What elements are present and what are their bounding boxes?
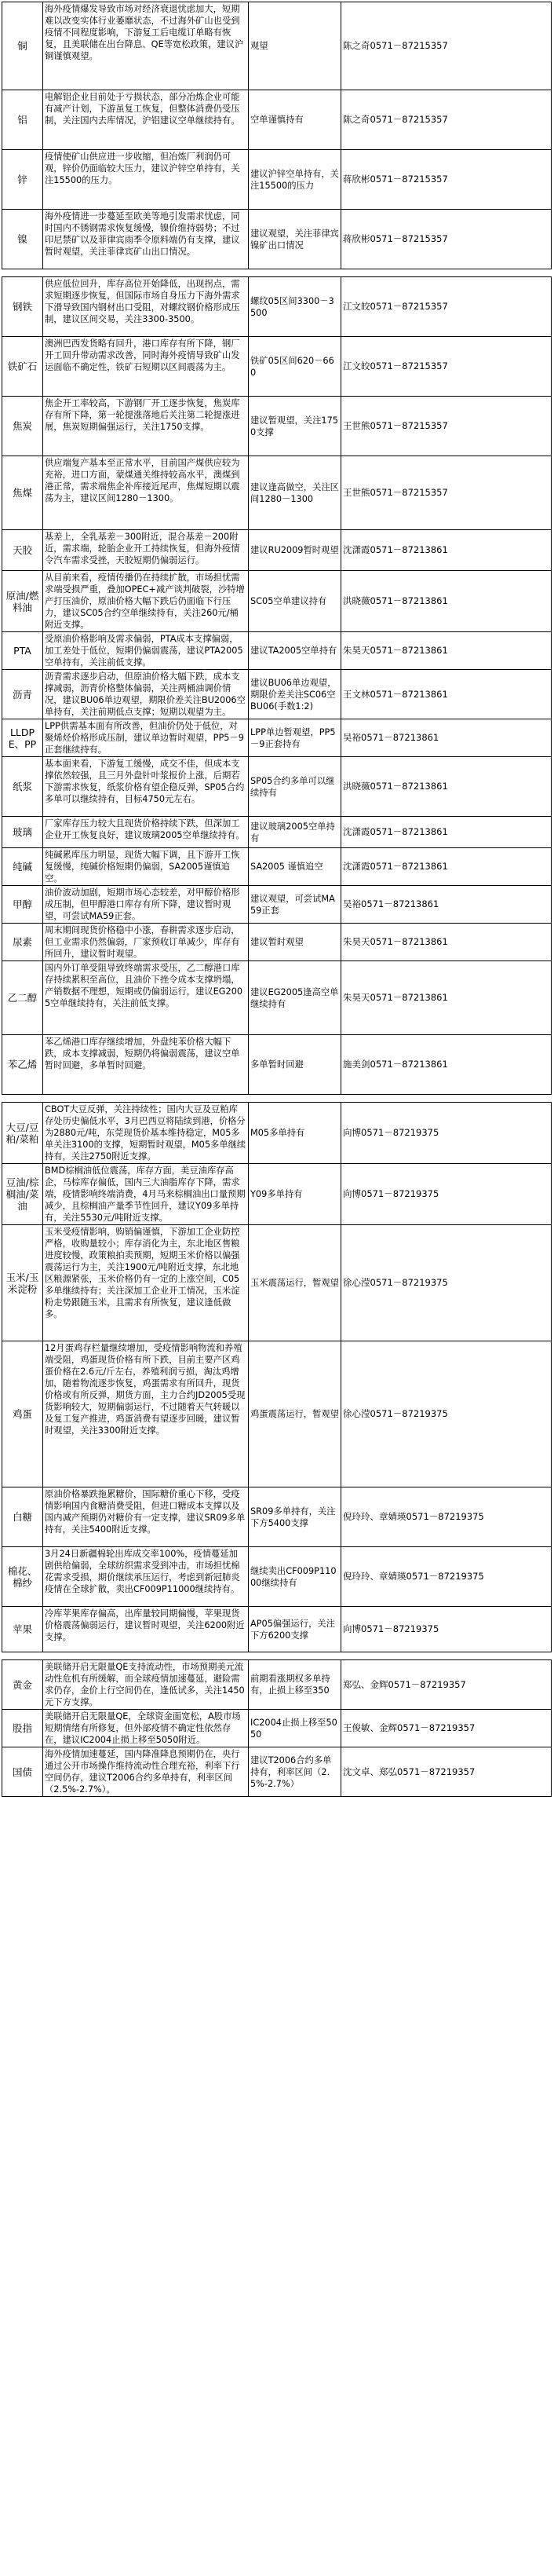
trade-suggestion: 铁矿05区间620－660 xyxy=(249,337,341,397)
strategy-table-body xyxy=(2,2,552,1797)
analyst-contact: 朱昊天0571－87213861 xyxy=(341,924,552,961)
commodity-name: 黄金 xyxy=(2,1660,43,1710)
table-row xyxy=(2,961,552,1035)
market-analysis: 美联储开启无限量QE，全球资金面宽松，A股市场短期情绪有所修复，但外部疫情不确定性依然存在，建议IC2004止损上移至5050附近。 xyxy=(43,1710,249,1747)
trade-suggestion: IC2004止损上移至5050 xyxy=(249,1710,341,1747)
analyst-contact: 沈潇霞0571－87213861 xyxy=(341,817,552,848)
trade-suggestion: 建议观望，可尝试MA59正套 xyxy=(249,886,341,924)
table-row xyxy=(2,1607,552,1652)
trade-suggestion: 螺纹05区间3300－3500 xyxy=(249,277,341,337)
commodity-name: 苹果 xyxy=(2,1607,43,1652)
analyst-contact: 洪晓薇0571－87213861 xyxy=(341,571,552,632)
analyst-contact: 江文皎0571－87215357 xyxy=(341,277,552,337)
analyst-contact: 徐心滢0571－87219375 xyxy=(341,1225,552,1341)
table-row xyxy=(2,1164,552,1225)
analyst-contact: 沈文卓、郑弘0571－87219357 xyxy=(341,1747,552,1797)
section-gap-cell xyxy=(2,1652,552,1660)
market-analysis: 冷库苹果库存偏高，出库量较同期偏慢，苹果现货价格震荡偏弱运行，建议暂时观望，关注6200附近支撑。 xyxy=(43,1607,249,1652)
trade-suggestion: SC05空单建议持有 xyxy=(249,571,341,632)
trade-suggestion: 观望 xyxy=(249,2,341,90)
trade-suggestion: 继续卖出CF009P11000继续持有 xyxy=(249,1547,341,1607)
trade-suggestion: SA2005 谨慎追空 xyxy=(249,848,341,886)
commodity-name: 锌 xyxy=(2,150,43,210)
analyst-contact: 倪玲玲、章婧瑛0571－87219375 xyxy=(341,1547,552,1607)
commodity-name: PTA xyxy=(2,632,43,670)
market-analysis: 海外疫情加速蔓延，国内降准降息预期仍在，央行通过公开市场操作维持流动性合理充裕，利率下行空间仍存，建议T2006合约多单持有，利率区间（2.5%-2.7%）。 xyxy=(43,1747,249,1797)
table-row xyxy=(2,1225,552,1341)
trade-suggestion: 玉米震荡运行，暂观望 xyxy=(249,1225,341,1341)
commodity-name: 钢铁 xyxy=(2,277,43,337)
table-row xyxy=(2,1103,552,1164)
market-analysis: 受原油价格影响及需求偏弱，PTA成本支撑偏弱，加工差处于低位，短期仍偏弱震荡，建议PTA2005空单持有，关注前低支撑。 xyxy=(43,632,249,670)
market-analysis: 焦企开工率较高，下游钢厂开工逐步恢复，焦炭库存有所下降，第一轮提涨落地后关注第二轮提涨进展，焦炭短期偏强运行，关注1750支撑。 xyxy=(43,397,249,456)
market-analysis: 原油价格暴跌拖累糖价，国际糖价重心下移，受疫情影响国内食糖消费受阻，但进口糖成本支撑以及国内减产预期仍对糖价有一定支撑，建议SR09多单持有，关注5400附近支撑。 xyxy=(43,1487,249,1547)
commodity-name: LLDPE、PP xyxy=(2,719,43,757)
commodity-name: 棉花、棉纱 xyxy=(2,1547,43,1607)
market-analysis: 疫情使矿山供应进一步收缩，但冶炼厂利润仍可观，锌价仍面临较大压力，建议沪锌空单持有，关注15500的压力。 xyxy=(43,150,249,210)
table-row xyxy=(2,1487,552,1547)
table-row xyxy=(2,277,552,337)
commodity-name: 鸡蛋 xyxy=(2,1341,43,1487)
analyst-contact: 郑弘、金辉0571－87219357 xyxy=(341,1660,552,1710)
section-gap-cell xyxy=(2,1095,552,1103)
commodity-name: 苯乙烯 xyxy=(2,1035,43,1095)
market-analysis: 12月蛋鸡存栏量继续增加，受疫情影响物流和养殖端受阻，鸡蛋现货价格有所下跌，目前主要产区鸡蛋价格在2.6元/斤左右，养殖利润亏损，淘汰鸡增加，随着物流逐步恢复，鸡蛋需求有所回升，现货价格或有所反弹，期货方面，主力合约JD2005受现货影响较大，短期偏弱运行，不过随着天气转暖以及复工复产推进，鸡蛋消费有望逐步回暖，建议暂时观望，关注3300附近支撑。 xyxy=(43,1341,249,1487)
analyst-contact: 王世熊0571－87215357 xyxy=(341,456,552,530)
analyst-contact: 沈潇霞0571－87213861 xyxy=(341,530,552,571)
trade-suggestion: 建议BU06单边观望，期限价差关注SC06空BU06(手数1:2) xyxy=(249,670,341,719)
commodity-name: 大豆/豆粕/菜粕 xyxy=(2,1103,43,1164)
market-analysis: 纯碱累库压力明显，现货大幅下调，且下游开工恢复缓慢，纯碱价格短期仍偏弱，SA2005谨慎追空。 xyxy=(43,848,249,886)
trade-suggestion: LPP单边暂观望，PP5－9正套持有 xyxy=(249,719,341,757)
table-row xyxy=(2,1341,552,1487)
analyst-contact: 王世熊0571－87215357 xyxy=(341,397,552,456)
market-analysis: 玉米受疫情影响，购销偏谨慎，下游加工企业防控严格，收购量较小；库存消化为主，东北地区售粮进度较慢，政策粮拍卖预期，短期玉米价格以偏强震荡运行为主，关注1900元/吨附近支撑，东北地区粮源紧张，玉米价格仍有一定的上涨空间，C05多单继续持有；关注深加工企业开工情况，玉米淀粉走势跟随玉米，且需求有所恢复，建议逢低做多。 xyxy=(43,1225,249,1341)
market-analysis: CBOT大豆反弹，关注持续性；国内大豆及豆粕库存处历史偏低水平，3月巴西豆将陆续到港，价格分为2880元/吨，东莞现货价基本维持稳定，M05多单关注3100的支撑，短期暂时观望，M05多单继续持有，关注2750附近支撑。 xyxy=(43,1103,249,1164)
trade-suggestion: AP05偏强运行，关注下方6200支撑 xyxy=(249,1607,341,1652)
table-row xyxy=(2,1547,552,1607)
strategy-sheet xyxy=(2,2,551,1797)
commodity-name: 纸浆 xyxy=(2,757,43,817)
commodity-name: 玻璃 xyxy=(2,817,43,848)
trade-suggestion: 多单暂时回避 xyxy=(249,1035,341,1095)
trade-suggestion: 建议暂观望，关注1750支撑 xyxy=(249,397,341,456)
section-gap xyxy=(2,1095,552,1103)
table-row xyxy=(2,2,552,90)
commodity-name: 国债 xyxy=(2,1747,43,1797)
trade-suggestion: 建议暂时观望 xyxy=(249,924,341,961)
analyst-contact: 向博0571－87219375 xyxy=(341,1164,552,1225)
trade-suggestion: 前期看涨期权多单持有，止损上移至350 xyxy=(249,1660,341,1710)
market-analysis: LPP供需基本面有所改善，但油价仍处于低位，对聚烯烃价格形成压制，建议单边暂时观望，PP5－9正套继续持有。 xyxy=(43,719,249,757)
analyst-contact: 吴裕0571－87213861 xyxy=(341,886,552,924)
section-gap xyxy=(2,1652,552,1660)
market-analysis: 从目前来看，疫情传播仍在持续扩散，市场担忧需求端受损严重，叠加OPEC+减产谈判破裂，沙特增产打压油价，原油价格大幅下跌后仍面临下行压力，建议SC05合约空单继续持有，关注260元/桶附近支撑。 xyxy=(43,571,249,632)
analyst-contact: 向博0571－87219375 xyxy=(341,1103,552,1164)
market-analysis: 油价波动加剧，短期市场心态较差，对甲醇价格形成压制，但甲醇港口库存有所下降，建议暂时观望，可尝试MA59正套。 xyxy=(43,886,249,924)
market-analysis: 供应端复产基本至正常水平，目前国产煤供应较为充裕，进口方面，蒙煤通关维持较高水平，澳煤到港正常，需求端焦企补库接近尾声，焦煤短期以震荡为主，建议区间1280－1300。 xyxy=(43,456,249,530)
trade-suggestion: 建议RU2009暂时观望 xyxy=(249,530,341,571)
table-row xyxy=(2,757,552,817)
market-analysis: 苯乙烯港口库存继续增加，外盘纯苯价格大幅下跌，成本支撑减弱，短期仍将偏弱震荡，建议空单暂时回避，多单暂时回避。 xyxy=(43,1035,249,1095)
table-row xyxy=(2,886,552,924)
trade-suggestion: Y09多单持有 xyxy=(249,1164,341,1225)
commodity-name: 焦煤 xyxy=(2,456,43,530)
table-row xyxy=(2,1710,552,1747)
table-row xyxy=(2,848,552,886)
market-analysis: 沥青需求逐步启动，但原油价格大幅下跌，成本支撑减弱，沥青价格整体偏弱，关注两桶油调价情况，建议BU06单边观望，期限价差关注BU2006空单持有，关注前期低点支撑；短期以观望为主。 xyxy=(43,670,249,719)
analyst-contact: 王文林0571－87213861 xyxy=(341,670,552,719)
commodity-name: 原油/燃料油 xyxy=(2,571,43,632)
market-analysis: 基差上，全乳基差－300附近，混合基差－200附近，需求端，轮胎企业开工持续恢复，但海外疫情令汽车需求受挫，天胶短期仍偏弱运行。 xyxy=(43,530,249,571)
table-row xyxy=(2,924,552,961)
analyst-contact: 施美剑0571－87213861 xyxy=(341,1035,552,1095)
trade-suggestion: 建议玻璃2005空单持有 xyxy=(249,817,341,848)
table-row xyxy=(2,1747,552,1797)
commodity-name: 镍 xyxy=(2,210,43,269)
commodity-name: 沥青 xyxy=(2,670,43,719)
strategy-table xyxy=(2,2,552,1797)
market-analysis: 澳洲巴西发货略有回升，港口库存有所下降，钢厂开工回升带动需求改善，同时海外疫情导致矿山发运面临不确定性，铁矿石短期以区间震荡为主。 xyxy=(43,337,249,397)
table-row xyxy=(2,397,552,456)
trade-suggestion: 建议逢高做空，关注区间1280－1300 xyxy=(249,456,341,530)
trade-suggestion: SR09多单持有，关注下方5400支撑 xyxy=(249,1487,341,1547)
market-analysis: 美联储开启无限量QE支持流动性，市场预期美元流动性危机有所缓解，而全球疫情加速蔓延，避险需求仍存，金价上行空间仍在，逢低试多，关注1450元下方支撑。 xyxy=(43,1660,249,1710)
market-analysis: 海外疫情进一步蔓延至欧美等地引发需求忧虑，同时国内不锈钢需求恢复缓慢，镍价维持弱势；不过印尼禁矿以及菲律宾雨季令原料端仍有支撑，建议暂时观望，关注菲律宾矿山出口情况。 xyxy=(43,210,249,269)
trade-suggestion: 建议TA2005空单持有 xyxy=(249,632,341,670)
trade-suggestion: 空单谨慎持有 xyxy=(249,90,341,150)
table-row xyxy=(2,719,552,757)
market-analysis: 国内外订单受阻导致终端需求受压，乙二醇港口库存持续累积至高位，且油价下挫令成本支撑坍塌，产销数据不理想，短期或仍偏弱运行，建议EG2005空单继续持有，关注前低支撑。 xyxy=(43,961,249,1035)
commodity-name: 焦炭 xyxy=(2,397,43,456)
table-row xyxy=(2,337,552,397)
trade-suggestion: 建议沪锌空单持有，关注15500的压力 xyxy=(249,150,341,210)
table-row xyxy=(2,1660,552,1710)
commodity-name: 天胶 xyxy=(2,530,43,571)
analyst-contact: 江文皎0571－87215357 xyxy=(341,337,552,397)
commodity-name: 玉米/玉米淀粉 xyxy=(2,1225,43,1341)
market-analysis: BMD棕榈油低位震荡，库存方面，美豆油库存高企，马棕库存偏低，国内三大油脂库存下降，需求端，疫情影响终端消费，4月马来棕榈油出口量预期减少，且棕榈油产量季节性回升，建议Y09多单持有，关注5530元/吨附近支撑。 xyxy=(43,1164,249,1225)
market-analysis: 3月24日新疆棉轮出库成交率100%，疫情蔓延加剧供给偏弱，全球纺织需求受到冲击，市场担忧棉花需求受损，期价继续承压运行，考虑到新冠肺炎疫情在全球扩散，卖出CF009P11000继续持有。 xyxy=(43,1547,249,1607)
analyst-contact: 洪晓薇0571－87213861 xyxy=(341,757,552,817)
trade-suggestion: M05多单持有 xyxy=(249,1103,341,1164)
trade-suggestion: 建议观望，关注菲律宾镍矿出口情况 xyxy=(249,210,341,269)
table-row xyxy=(2,530,552,571)
commodity-name: 甲醇 xyxy=(2,886,43,924)
table-row xyxy=(2,150,552,210)
commodity-name: 乙二醇 xyxy=(2,961,43,1035)
table-row xyxy=(2,670,552,719)
section-gap-cell xyxy=(2,269,552,277)
analyst-contact: 蒋欣彬0571－87215357 xyxy=(341,210,552,269)
market-analysis: 厂家库存压力较大且现货价格持续下跌，但深加工企业开工恢复良好，建议玻璃2005空单继续持有。 xyxy=(43,817,249,848)
trade-suggestion: 建议EG2005逢高空单继续持有 xyxy=(249,961,341,1035)
section-gap xyxy=(2,269,552,277)
analyst-contact: 吴裕0571－87213861 xyxy=(341,719,552,757)
commodity-name: 纯碱 xyxy=(2,848,43,886)
table-row xyxy=(2,210,552,269)
market-analysis: 周末期间现货价格稳中小涨，春耕需求逐步启动，但工业需求仍然偏弱，厂家预收订单减少，库存有所回升，建议暂时观望。 xyxy=(43,924,249,961)
table-row xyxy=(2,632,552,670)
commodity-name: 铝 xyxy=(2,90,43,150)
trade-suggestion: 鸡蛋震荡运行，暂观望 xyxy=(249,1341,341,1487)
analyst-contact: 徐心滢0571－87219375 xyxy=(341,1341,552,1487)
analyst-contact: 倪玲玲、章婧瑛0571－87219375 xyxy=(341,1487,552,1547)
analyst-contact: 蒋欣彬0571－87215357 xyxy=(341,150,552,210)
commodity-name: 铁矿石 xyxy=(2,337,43,397)
table-row xyxy=(2,817,552,848)
commodity-name: 尿素 xyxy=(2,924,43,961)
market-analysis: 供应低位回升，库存高位开始降低，出现拐点，需求短期逐步恢复，但国际市场自身压力下海外需求下滑导致国内钢材出口受阻，对螺纹钢价格形成压制，建议区间交易，关注3300-3500。 xyxy=(43,277,249,337)
table-row xyxy=(2,1035,552,1095)
analyst-contact: 沈潇霞0571－87213861 xyxy=(341,848,552,886)
analyst-contact: 陈之奇0571－87215357 xyxy=(341,2,552,90)
commodity-name: 白糖 xyxy=(2,1487,43,1547)
analyst-contact: 向博0571－87219375 xyxy=(341,1607,552,1652)
table-row xyxy=(2,456,552,530)
analyst-contact: 朱昊天0571－87213861 xyxy=(341,632,552,670)
commodity-name: 豆油/棕榈油/菜油 xyxy=(2,1164,43,1225)
market-analysis: 电解铝企业目前处于亏损状态，部分冶炼企业可能有减产计划，下游虽复工恢复，但整体消费仍受压制，关注国内去库情况，沪铝建议空单继续持有。 xyxy=(43,90,249,150)
analyst-contact: 朱昊天0571－87213861 xyxy=(341,961,552,1035)
table-row xyxy=(2,90,552,150)
analyst-contact: 王俊敏、金辉0571－87219357 xyxy=(341,1710,552,1747)
table-row xyxy=(2,571,552,632)
market-analysis: 基本面来看，下游复工缓慢，成交不佳，但成本支撑依然较强，且三月外盘针叶浆报价上涨，后期若下游需求恢复，纸浆价格有望企稳反弹，SP05合约多单可以继续持有，目标4750元左右。 xyxy=(43,757,249,817)
trade-suggestion: SP05合约多单可以继续持有 xyxy=(249,757,341,817)
commodity-name: 股指 xyxy=(2,1710,43,1747)
market-analysis: 海外疫情爆发导致市场对经济衰退忧虑加大，短期难以改变实体行业萎靡状态，不过海外矿山也受到疫情不同程度影响，下游复工后电缆订单略有恢复，且美联储在出台降息、QE等宽松政策，建议沪铜谨慎观望。 xyxy=(43,2,249,90)
commodity-name: 铜 xyxy=(2,2,43,90)
trade-suggestion: 建议T2006合约多单持有，利率区间（2.5%-2.7%） xyxy=(249,1747,341,1797)
analyst-contact: 陈之奇0571－87215357 xyxy=(341,90,552,150)
